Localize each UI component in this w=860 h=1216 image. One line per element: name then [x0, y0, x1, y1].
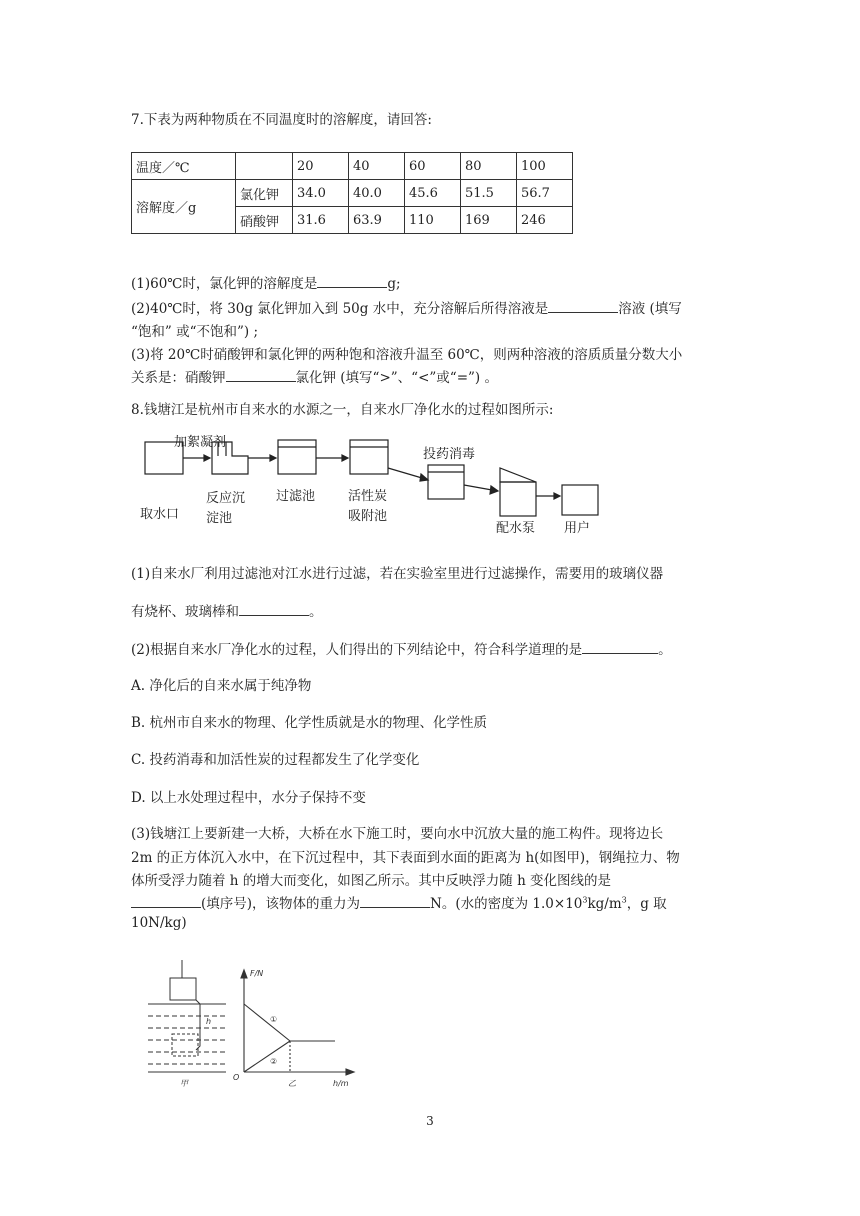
label-h: h	[206, 1017, 212, 1026]
table-row	[132, 153, 573, 180]
answer-blank[interactable]	[360, 894, 430, 908]
label-hm: h/m	[333, 1079, 349, 1088]
force-figure	[140, 960, 370, 1090]
temp-header: 温度／℃	[132, 153, 236, 180]
table-cell: 56.7	[517, 180, 573, 207]
label-reaction-2: 淀池	[206, 511, 233, 526]
q7-sub3-cont: 关系是：硝酸钾 氯化钾 (填写“>”、“<”或“=”) 。	[131, 370, 498, 386]
table-cell: 63.9	[349, 207, 405, 234]
table-cell: 110	[405, 207, 461, 234]
option-d[interactable]: D. 以上水处理过程中，水分子保持不变	[131, 790, 366, 806]
label-jia: 甲	[180, 1079, 188, 1088]
user-box	[562, 485, 598, 515]
curve-2	[244, 1041, 290, 1072]
q7-sub1: (1)60℃时，氯化钾的溶解度是 g;	[131, 276, 401, 292]
q8-sub2: (2)根据自来水厂净化水的过程，人们得出的下列结论中，符合科学道理的是 。	[131, 642, 672, 658]
figure-yi	[241, 970, 354, 1075]
pump-box	[500, 482, 536, 516]
answer-blank[interactable]	[131, 894, 201, 908]
label-fn: F/N	[250, 969, 264, 978]
table-cell: 45.6	[405, 180, 461, 207]
label-carbon: 活性炭	[348, 489, 388, 504]
table-cell: 20	[293, 153, 349, 180]
answer-blank[interactable]	[317, 274, 387, 288]
table-cell: 硝酸钾	[236, 207, 293, 234]
curve-1	[244, 1004, 290, 1041]
table-cell: 169	[461, 207, 517, 234]
table-cell: 60	[405, 153, 461, 180]
table-cell: 80	[461, 153, 517, 180]
answer-blank[interactable]	[226, 368, 296, 382]
option-b[interactable]: B. 杭州市自来水的物理、化学性质就是水的物理、化学性质	[131, 715, 488, 731]
table-cell: 34.0	[293, 180, 349, 207]
answer-blank[interactable]	[582, 640, 658, 654]
disinfect-box	[428, 465, 464, 499]
label-intake: 取水口	[140, 507, 180, 522]
label-disinfect: 投药消毒	[423, 447, 476, 462]
q7-sub2-cont: “饱和” 或“不饱和”) ;	[131, 324, 259, 340]
label-curve-2: ②	[270, 1057, 278, 1066]
label-yi: 乙	[288, 1079, 296, 1088]
label-carbon-2: 吸附池	[348, 509, 388, 524]
option-c[interactable]: C. 投药消毒和加活性炭的过程都发生了化学变化	[131, 752, 420, 768]
table-cell: 51.5	[461, 180, 517, 207]
q8-sub1: (1)自来水厂利用过滤池对江水进行过滤，若在实验室里进行过滤操作，需要用的玻璃仪器	[131, 566, 664, 582]
q7-title: 7.下表为两种物质在不同温度时的溶解度，请回答:	[131, 112, 432, 128]
table-row	[132, 180, 573, 207]
q8-sub1-cont: 有烧杯、玻璃棒和 。	[131, 604, 323, 620]
page-number: 3	[426, 1114, 434, 1128]
label-o: O	[233, 1073, 240, 1082]
table-cell: 100	[517, 153, 573, 180]
label-pump: 配水泵	[496, 521, 536, 536]
label-coagulant: 加絮凝剂	[174, 435, 227, 450]
water-treatment-flowchart	[130, 430, 610, 540]
table-cell: 31.6	[293, 207, 349, 234]
solubility-table	[131, 152, 573, 234]
q8-title: 8.钱塘江是杭州市自来水的水源之一，自来水厂净化水的过程如图所示:	[131, 402, 554, 418]
solubility-header: 溶解度／g	[132, 180, 236, 234]
table-cell: 246	[517, 207, 573, 234]
pump-triangle	[500, 468, 536, 482]
label-reaction: 反应沉	[206, 491, 246, 506]
option-a[interactable]: A. 净化后的自来水属于纯净物	[131, 678, 312, 694]
filter-box	[278, 440, 316, 474]
figure-jia	[148, 960, 226, 1072]
q8-sub3-line2: 2m 的正方体沉入水中，在下沉过程中，其下表面到水面的距离为 h(如图甲)，钢绳拉力、物	[131, 850, 680, 866]
label-curve-1: ①	[270, 1015, 278, 1024]
answer-blank[interactable]	[548, 299, 618, 313]
table-cell: 40	[349, 153, 405, 180]
q8-sub3-line4: (填序号)，该物体的重力为 N。(水的密度为 $1.0\times 10^3kg/m^3$，g 取	[131, 892, 667, 912]
q7-sub3: (3)将 20℃时硝酸钾和氯化钾的两种饱和溶液升温至 60℃，则两种溶液的溶质质量分数大小	[131, 347, 683, 363]
label-filter: 过滤池	[276, 489, 316, 504]
answer-blank[interactable]	[239, 602, 309, 616]
table-cell: 氯化钾	[236, 180, 293, 207]
q8-sub3-line3: 体所受浮力随着 h 的增大而变化，如图乙所示。其中反映浮力随 h 变化图线的是	[131, 873, 612, 889]
table-cell: 40.0	[349, 180, 405, 207]
q8-sub3-line5: 10N/kg)	[131, 915, 187, 931]
q8-sub3-line1: (3)钱塘江上要新建一大桥，大桥在水下施工时，要向水中沉放大量的施工构件。现将边长	[131, 826, 664, 842]
carbon-box	[350, 440, 388, 474]
q7-sub2: (2)40℃时，将 30g 氯化钾加入到 50g 水中，充分溶解后所得溶液是 溶液 (填写	[131, 301, 682, 317]
label-user: 用户	[564, 521, 591, 536]
